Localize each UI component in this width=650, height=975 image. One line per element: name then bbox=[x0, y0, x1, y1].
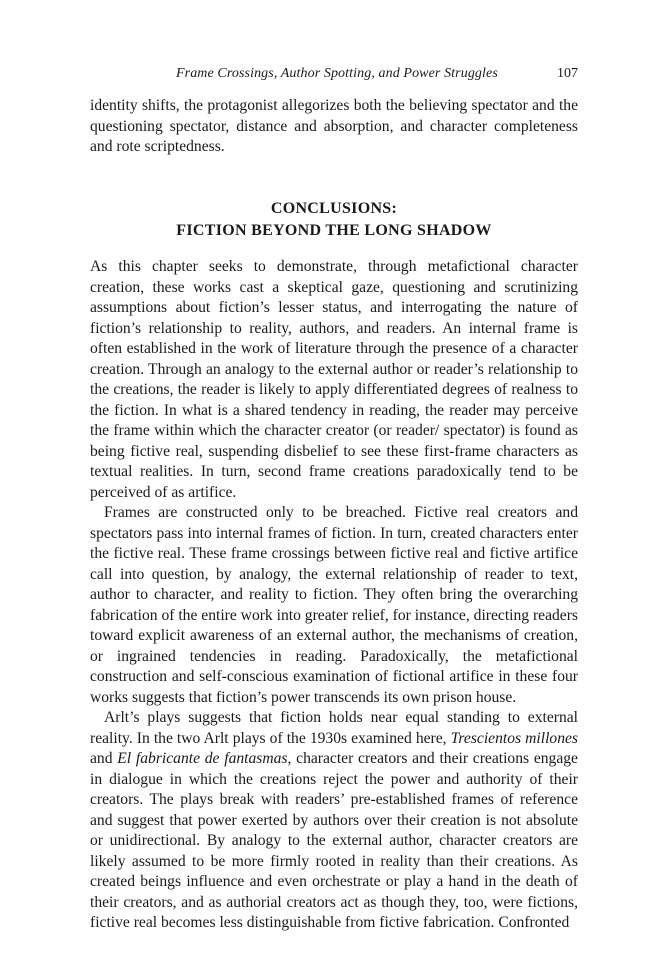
paragraph-3 bbox=[90, 708, 578, 934]
paragraph-2: Frames are constructed only to be breached. Fictive real creators and spectators pass into internal frames of fiction. In turn, created characters enter the fictive real. These frame crossings between fictive real and fictive artifice call into question, by analogy, the external relationship of reader to text, author to character, and reality to fiction. They often bring the overarching fabrication of the entire work into greater relief, for instance, directing readers toward explicit awareness of an external author, the mechanisms of creation, or ingrained tendencies in reading. Paradoxically, the metafictional construction and self-conscious examination of fictional artifice in these four works suggests that fiction’s power transcends its own prison house. bbox=[90, 504, 578, 706]
running-head bbox=[90, 66, 578, 86]
section-heading-line-1: CONCLUSIONS: bbox=[270, 200, 398, 217]
paragraph-1: As this chapter seeks to demonstrate, through metafictional character creation, these works cast a skeptical gaze, questioning and scrutinizing assumptions about fiction’s lesser status, and interrogating the nature of fiction’s relationship to reality, authors, and readers. An internal frame is often established in the work of literature through the presence of a character creation. Through an analogy to the external author or reader’s relationship to the creations, the reader is likely to apply differentiated degrees of realness to the fiction. In what is a shared tendency in reading, the reader may perceive the frame within which the character creator (or reader/ spectator) is found as being fictive real, suspending disbelief to see these first-frame characters as textual realities. In turn, second frame creations paradoxically tend to be perceived of as artifice. bbox=[90, 258, 578, 501]
section-heading-line-2: FICTION BEYOND THE LONG SHADOW bbox=[176, 221, 492, 239]
opening-paragraph: identity shifts, the protagonist allegorizes both the believing spectator and the questioning spectator, distance and absorption, and character completeness and rote scriptedness. bbox=[90, 97, 578, 155]
paragraph-3-text-a: Arlt’s plays suggests that fiction holds near equal standing to external reality. In the two Arlt plays of the 1930s examined here, bbox=[90, 709, 578, 747]
running-head-title: Frame Crossings, Author Spotting, and Power Struggles bbox=[176, 66, 498, 81]
opening-paragraph-block bbox=[90, 96, 578, 158]
paragraph-3-text-c: , character creators and their creations engage in dialogue in which the creations reject the power and authority of their creators. The plays break with readers’ pre-established frames of reference and suggest that power exerted by authors over their creation is not absolute or unidirectional. By analogy to the external author, character creators are likely assumed to be more firmly rooted in reality than their creations. As created beings influence and even orchestrate or play a hand in the death of their creators, and as authorial creators act as though they, too, were fictions, fictive real becomes less distinguishable from fictive fabrication. Confronted bbox=[90, 750, 578, 931]
page-number: 107 bbox=[557, 66, 578, 81]
section-heading bbox=[90, 198, 578, 241]
main-text bbox=[90, 257, 578, 934]
paragraph-3-text-b: and bbox=[90, 750, 118, 767]
play-title-trescientos-millones: Trescientos millones bbox=[450, 729, 578, 747]
play-title-el-fabricante: El fabricante de fantasmas bbox=[117, 750, 288, 767]
